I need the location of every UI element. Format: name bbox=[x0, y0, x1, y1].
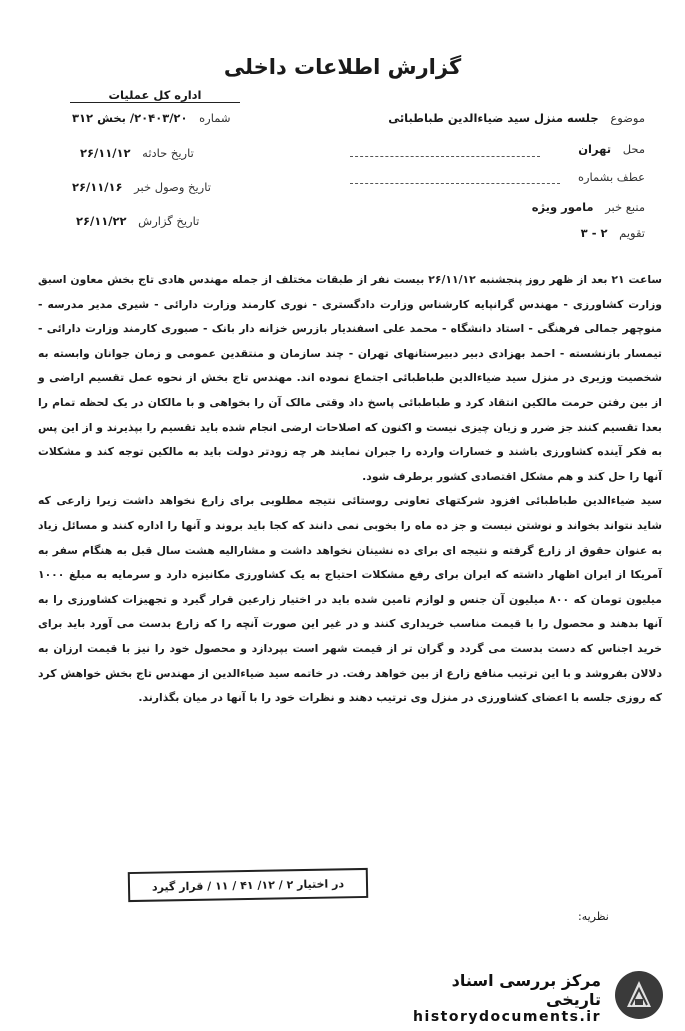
department-label: اداره کل عملیات bbox=[70, 88, 240, 103]
paragraph: ساعت ۲۱ بعد از ظهر روز پنجشنبه ۲۶/۱۱/۱۲ بیست نفر از طبقات مختلف از جمله مهندس هادی تاج بخش معاون اسبق وزارت کشاورزی - مهندس گرانپایه کارشناس وزارت دادگستری - نوری کارمند وزارت دارائی - شیری مدیر مدرسه - منوچهر جمالی فرهنگی - استاد دانشگاه - محمد علی اسفندیار بازرس خزانه دار بانک - صبوری کارمند وزارت دارائی - تیمسار بازنشسته - احمد بهزادی دبیر دبیرستانهای تهران - چند سازمان و منتقدین عمومی و زمان جوانان وابسته به شخصیت وزیری در منزل سید ضیاءالدین طباطبائی اجتماع نموده اند. مهندس تاج بخش از نحوه عمل تقسیم اراضی و از بین رفتن حرمت مالکین انتقاد کرد و طباطبائی پاسخ داد وقتی مالک آن را بخواهی و با مالکان در یک لحظه تمام را بعدا تقسیم کنند جز ضرر و زیان چیزی نیست و اکنون که اصلاحات ارضی انجام شده باید تقسیم را بپذیرند و از این پس به فکر آینده کشاورزی باشند و خسارات وارده را جبران نمایند هر چه زودتر دولت باید به مالکین توجه کند و مشکلات آنها را حل کند و هم مشکل اقتصادی کشور برطرف شود. bbox=[38, 273, 662, 483]
followup-row bbox=[570, 170, 645, 184]
paragraph: سید ضیاءالدین طباطبائی افزود شرکتهای تعاونی روستائی نتیجه مطلوبی برای زارع نخواهد داشت زیرا زارعی که شاید نتواند بخواند و نوشتن نیست و جز ده ماه را بخوبی نمی دانند که کجا باید بروند و آنها را اداره کنند و مسائل زیاد به عنوان حقوق از زارع گرفته و نتیجه ای برای ده نشینان نخواهد داشت و مشارالیه هشت سال قبل به هنگام سفر به آمریکا از ایران اظهار داشته که ایران برای رفع مشکلات احتیاج به یک کشاورزی مکانیزه دارد و سرمایه به مبلغ ۱۰۰۰ میلیون تومان که ۸۰۰ میلیون آن جنس و لوازم تامین شده باید در اختیار زارعین قرار گیرد و تجهیزات کشاورزی را به آنها بدهند و محصول را با قیمت مناسب خریداری کنند و در غیر این صورت آنچه را که زارع بدست می آورد باید برای خرید اجناس که دست بدست می گردد و گران تر از قیمت شهر است بپردازد و محصول خود را نیز با قیمت ارزان به دلالان بفروشد و با این ترتیب منافع زارع از بین خواهد رفت. در خاتمه سید ضیاءالدین از مهندس تاج بخش خواهش کرد که روزی جلسه با اعضای کشاورزی در منزل وی ترتیب دهند و نظرات خود را با آنها در میان بگذارند. bbox=[38, 494, 662, 705]
subject-value: جلسه منزل سید ضیاءالدین طباطبائی bbox=[388, 111, 599, 125]
number-value: ۲۰۴۰۳/۲۰/ بخش ۳۱۲ bbox=[72, 111, 188, 125]
source-row bbox=[532, 200, 645, 214]
watermark-fa: مرکز بررسی اسناد تاریخی bbox=[451, 971, 601, 1009]
subject-row bbox=[388, 111, 645, 125]
receipt-date-label: تاریخ وصول خبر bbox=[134, 180, 211, 194]
receipt-date-value: ۲۶/۱۱/۱۶ bbox=[72, 180, 123, 194]
followup-label: عطف بشماره bbox=[577, 170, 645, 184]
report-body bbox=[38, 268, 662, 711]
evaluation-label: تقویم bbox=[619, 226, 645, 240]
followup-line bbox=[350, 183, 560, 184]
archive-logo-icon bbox=[613, 969, 665, 1021]
incident-date bbox=[80, 146, 194, 160]
note-label: نظریه: bbox=[578, 910, 609, 923]
report-date bbox=[76, 214, 199, 228]
report-date-label: تاریخ گزارش bbox=[138, 214, 200, 228]
evaluation-value: ۲ - ۳ bbox=[580, 226, 608, 240]
place-value: تهران bbox=[578, 142, 612, 156]
evaluation-row bbox=[581, 226, 645, 240]
place-label: محل bbox=[622, 142, 645, 156]
number-label: شماره bbox=[199, 111, 231, 125]
watermark-en: historydocuments.ir bbox=[413, 1009, 601, 1025]
subject-label: موضوع bbox=[610, 111, 645, 125]
document-title: گزارش اطلاعات داخلی bbox=[223, 55, 462, 79]
source-value: مامور ویژه bbox=[531, 200, 594, 214]
place-line bbox=[350, 156, 540, 157]
incident-date-label: تاریخ حادثه bbox=[142, 146, 194, 160]
watermark-text bbox=[405, 971, 601, 1025]
report-date-value: ۲۶/۱۱/۲۲ bbox=[76, 214, 127, 228]
archive-watermark bbox=[405, 965, 665, 1025]
source-label: منبع خبر bbox=[605, 200, 645, 214]
incident-date-value: ۲۶/۱۱/۱۲ bbox=[80, 146, 131, 160]
routing-stamp: در اختیار ۲ / ۱۲/ ۴۱ / ۱۱ / قرار گیرد bbox=[128, 868, 368, 902]
place-row bbox=[578, 142, 645, 156]
report-number bbox=[72, 111, 231, 125]
receipt-date bbox=[72, 180, 211, 194]
